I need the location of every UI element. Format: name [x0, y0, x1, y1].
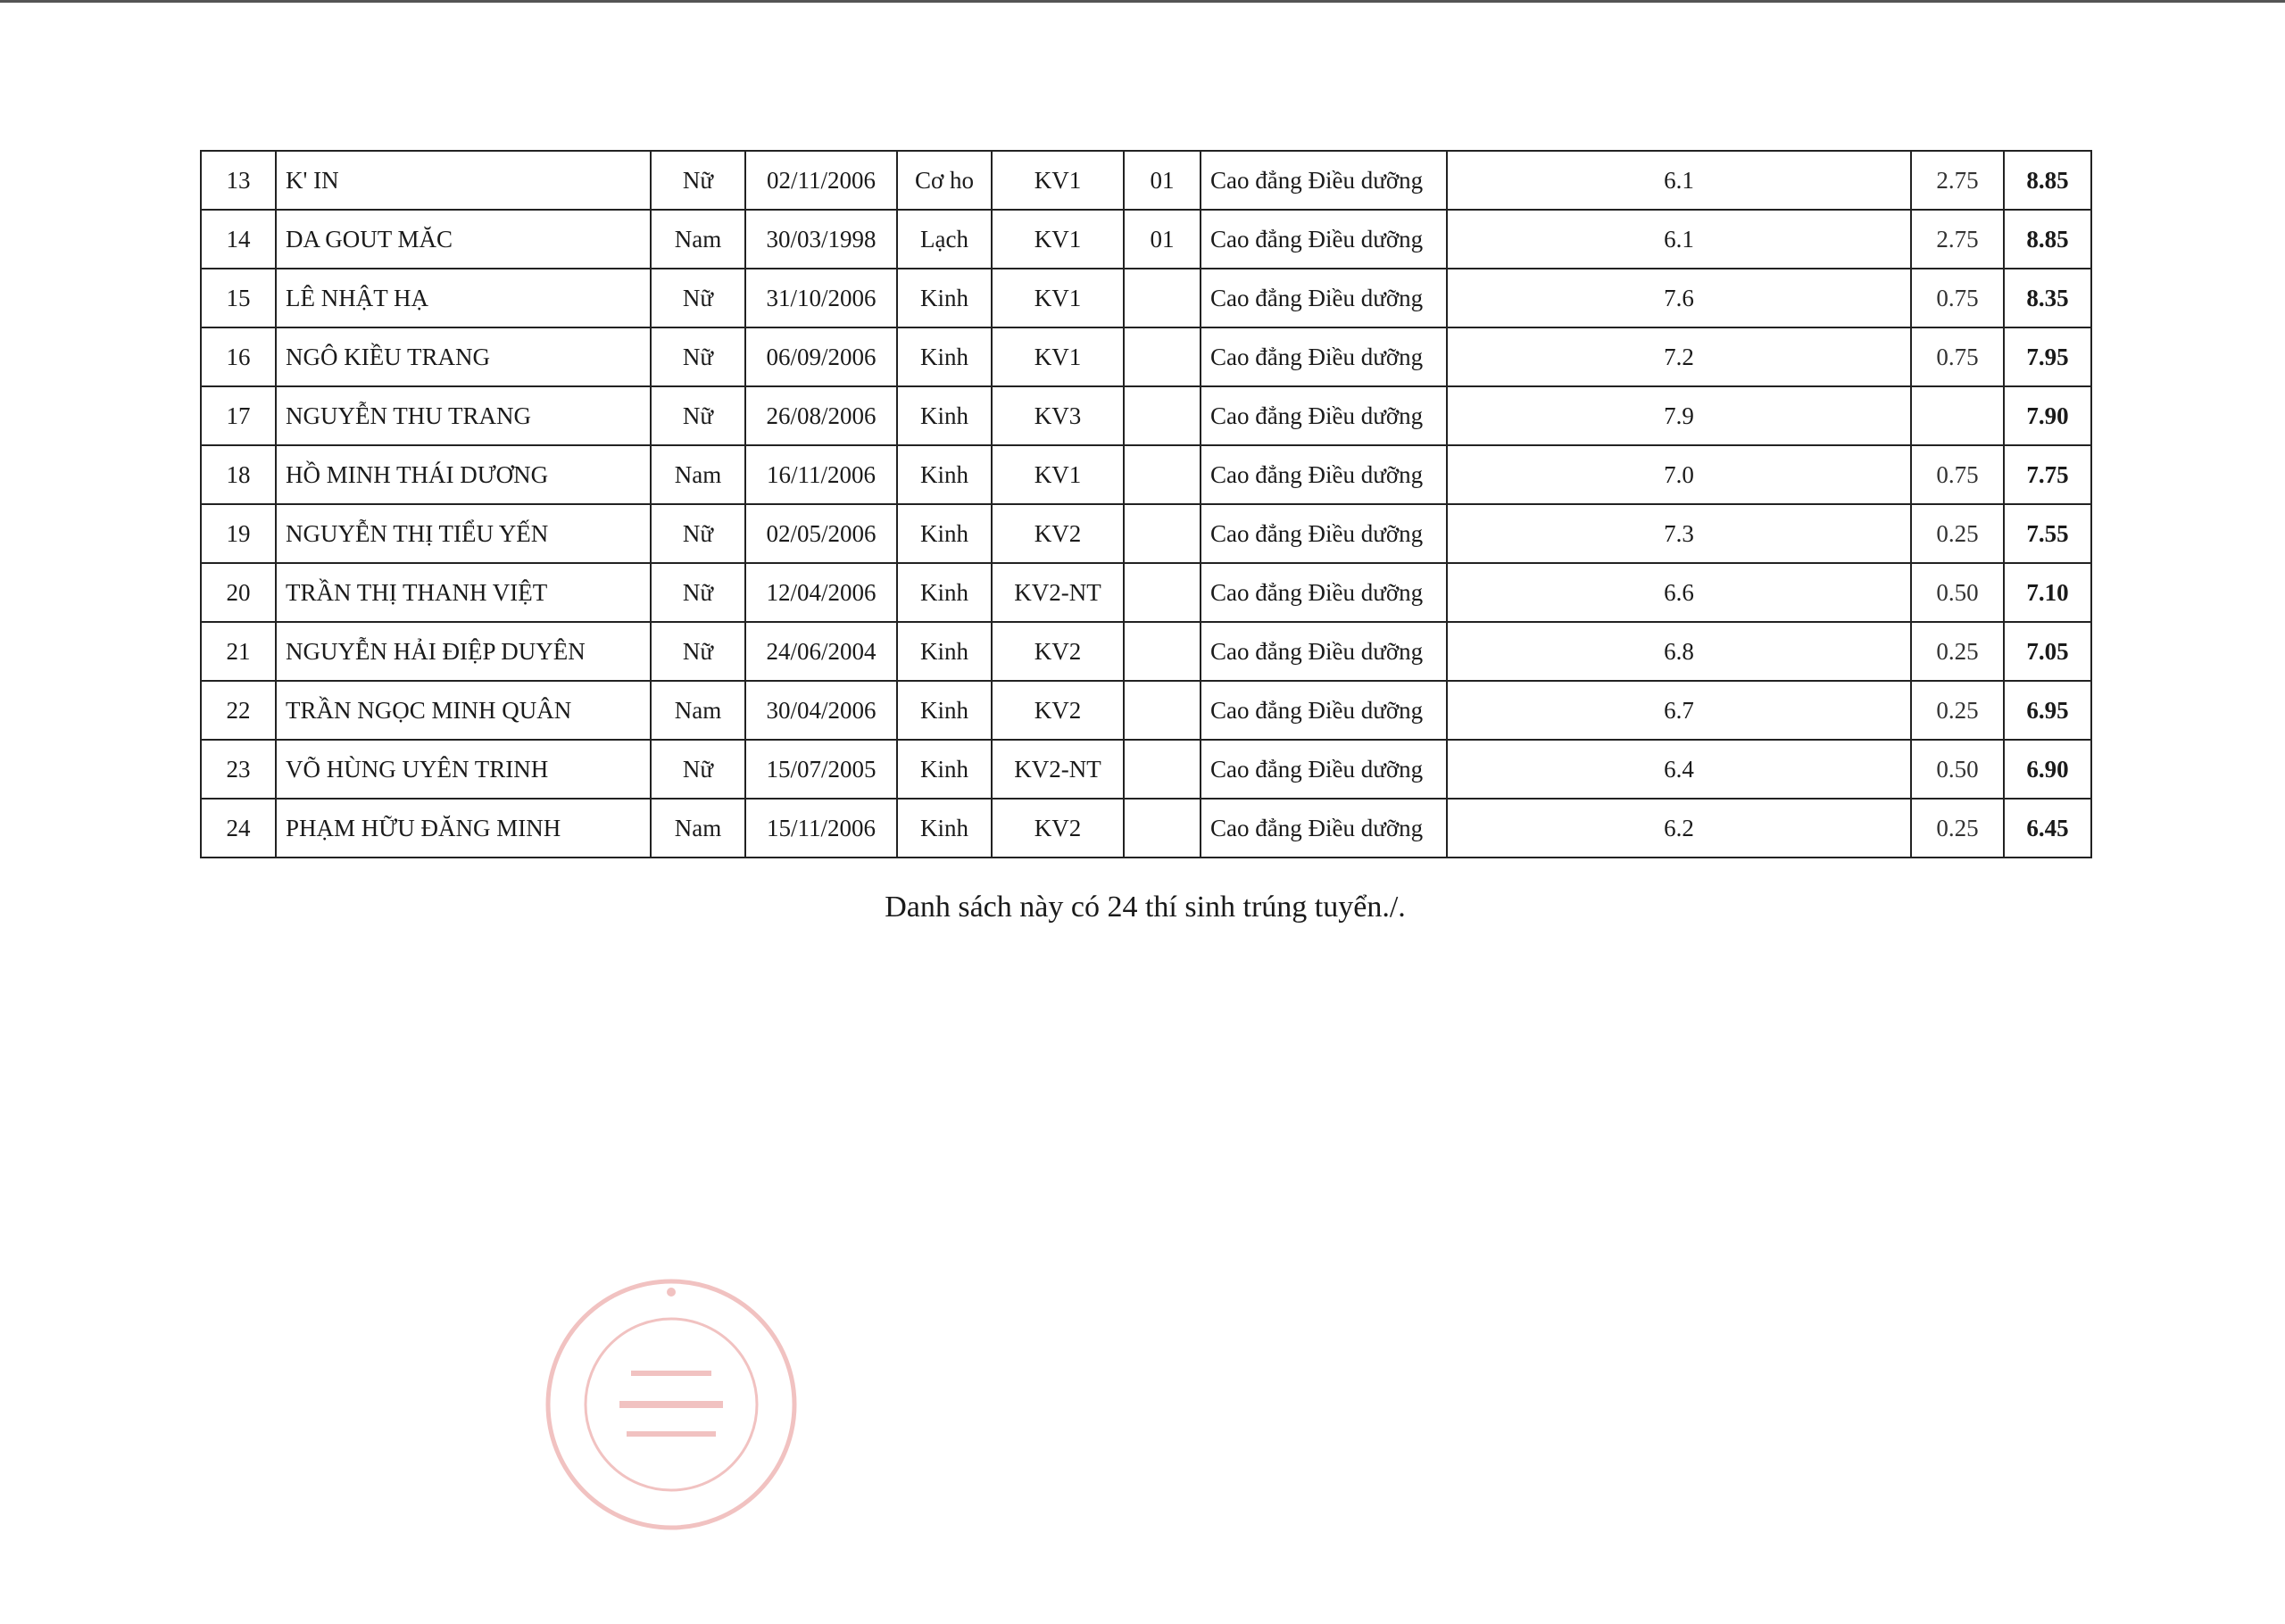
- cell-bonus: 2.75: [1911, 151, 2004, 210]
- cell-name: NGUYỄN THU TRANG: [276, 386, 651, 445]
- table-row: [201, 445, 2091, 504]
- cell-sex: Nữ: [651, 151, 745, 210]
- cell-dob: 12/04/2006: [745, 563, 897, 622]
- cell-major: Cao đẳng Điều dưỡng: [1201, 563, 1447, 622]
- cell-ethnicity: Kinh: [897, 269, 992, 327]
- cell-ethnicity: Kinh: [897, 327, 992, 386]
- cell-priority: [1124, 327, 1201, 386]
- cell-dob: 02/05/2006: [745, 504, 897, 563]
- cell-total: 6.45: [2004, 799, 2091, 858]
- cell-priority: [1124, 504, 1201, 563]
- cell-ethnicity: Kinh: [897, 563, 992, 622]
- official-seal-icon: [537, 1271, 805, 1538]
- cell-score: 7.9: [1447, 386, 1911, 445]
- cell-ethnicity: Cơ ho: [897, 151, 992, 210]
- cell-dob: 02/11/2006: [745, 151, 897, 210]
- cell-ethnicity: Lạch: [897, 210, 992, 269]
- table-row: [201, 504, 2091, 563]
- cell-score: 6.4: [1447, 740, 1911, 799]
- cell-major: Cao đẳng Điều dưỡng: [1201, 210, 1447, 269]
- cell-stt: 17: [201, 386, 276, 445]
- cell-score: 6.1: [1447, 210, 1911, 269]
- cell-dob: 16/11/2006: [745, 445, 897, 504]
- cell-stt: 16: [201, 327, 276, 386]
- cell-score: 7.6: [1447, 269, 1911, 327]
- cell-sex: Nam: [651, 445, 745, 504]
- cell-name: DA GOUT MĂC: [276, 210, 651, 269]
- table-row: [201, 563, 2091, 622]
- cell-bonus: 0.25: [1911, 799, 2004, 858]
- table-row: [201, 740, 2091, 799]
- cell-major: Cao đẳng Điều dưỡng: [1201, 327, 1447, 386]
- table-row: [201, 622, 2091, 681]
- cell-stt: 14: [201, 210, 276, 269]
- cell-stt: 15: [201, 269, 276, 327]
- cell-stt: 24: [201, 799, 276, 858]
- cell-major: Cao đẳng Điều dưỡng: [1201, 799, 1447, 858]
- table-body: [201, 151, 2091, 858]
- cell-score: 7.2: [1447, 327, 1911, 386]
- cell-major: Cao đẳng Điều dưỡng: [1201, 151, 1447, 210]
- table-row: [201, 210, 2091, 269]
- cell-name: NGUYỄN HẢI ĐIỆP DUYÊN: [276, 622, 651, 681]
- cell-sex: Nữ: [651, 269, 745, 327]
- cell-dob: 31/10/2006: [745, 269, 897, 327]
- cell-area: KV1: [992, 269, 1124, 327]
- cell-area: KV1: [992, 151, 1124, 210]
- cell-total: 6.95: [2004, 681, 2091, 740]
- cell-score: 6.2: [1447, 799, 1911, 858]
- cell-stt: 13: [201, 151, 276, 210]
- cell-dob: 15/11/2006: [745, 799, 897, 858]
- cell-ethnicity: Kinh: [897, 622, 992, 681]
- cell-ethnicity: Kinh: [897, 445, 992, 504]
- cell-stt: 20: [201, 563, 276, 622]
- cell-major: Cao đẳng Điều dưỡng: [1201, 740, 1447, 799]
- cell-total: 7.90: [2004, 386, 2091, 445]
- cell-stt: 18: [201, 445, 276, 504]
- cell-score: 7.0: [1447, 445, 1911, 504]
- cell-major: Cao đẳng Điều dưỡng: [1201, 622, 1447, 681]
- cell-score: 7.3: [1447, 504, 1911, 563]
- cell-area: KV2: [992, 681, 1124, 740]
- cell-dob: 24/06/2004: [745, 622, 897, 681]
- cell-stt: 22: [201, 681, 276, 740]
- cell-score: 6.8: [1447, 622, 1911, 681]
- cell-sex: Nữ: [651, 622, 745, 681]
- cell-area: KV2-NT: [992, 563, 1124, 622]
- table-row: [201, 799, 2091, 858]
- cell-name: VÕ HÙNG UYÊN TRINH: [276, 740, 651, 799]
- cell-sex: Nữ: [651, 740, 745, 799]
- cell-sex: Nam: [651, 210, 745, 269]
- cell-major: Cao đẳng Điều dưỡng: [1201, 269, 1447, 327]
- cell-bonus: [1911, 386, 2004, 445]
- cell-ethnicity: Kinh: [897, 799, 992, 858]
- cell-ethnicity: Kinh: [897, 740, 992, 799]
- summary-note: Danh sách này có 24 thí sinh trúng tuyển./.: [885, 891, 1406, 924]
- cell-priority: [1124, 445, 1201, 504]
- cell-area: KV2: [992, 504, 1124, 563]
- cell-total: 8.85: [2004, 210, 2091, 269]
- cell-total: 8.85: [2004, 151, 2091, 210]
- cell-score: 6.7: [1447, 681, 1911, 740]
- cell-sex: Nữ: [651, 563, 745, 622]
- cell-stt: 19: [201, 504, 276, 563]
- page-top-rule: [0, 0, 2285, 3]
- cell-sex: Nữ: [651, 327, 745, 386]
- cell-area: KV1: [992, 445, 1124, 504]
- cell-priority: [1124, 740, 1201, 799]
- cell-sex: Nữ: [651, 386, 745, 445]
- cell-area: KV3: [992, 386, 1124, 445]
- cell-total: 8.35: [2004, 269, 2091, 327]
- cell-stt: 23: [201, 740, 276, 799]
- cell-major: Cao đẳng Điều dưỡng: [1201, 504, 1447, 563]
- cell-score: 6.1: [1447, 151, 1911, 210]
- cell-priority: [1124, 799, 1201, 858]
- cell-sex: Nam: [651, 799, 745, 858]
- cell-dob: 30/03/1998: [745, 210, 897, 269]
- cell-dob: 30/04/2006: [745, 681, 897, 740]
- cell-sex: Nam: [651, 681, 745, 740]
- cell-name: PHẠM HỮU ĐĂNG MINH: [276, 799, 651, 858]
- cell-priority: [1124, 681, 1201, 740]
- cell-total: 6.90: [2004, 740, 2091, 799]
- cell-major: Cao đẳng Điều dưỡng: [1201, 681, 1447, 740]
- cell-ethnicity: Kinh: [897, 386, 992, 445]
- table-row: [201, 269, 2091, 327]
- cell-bonus: 0.75: [1911, 327, 2004, 386]
- cell-major: Cao đẳng Điều dưỡng: [1201, 445, 1447, 504]
- cell-stt: 21: [201, 622, 276, 681]
- cell-name: K' IN: [276, 151, 651, 210]
- cell-priority: [1124, 622, 1201, 681]
- cell-name: HỒ MINH THÁI DƯƠNG: [276, 445, 651, 504]
- cell-total: 7.55: [2004, 504, 2091, 563]
- cell-total: 7.75: [2004, 445, 2091, 504]
- table-row: [201, 386, 2091, 445]
- cell-ethnicity: Kinh: [897, 504, 992, 563]
- cell-name: TRẦN NGỌC MINH QUÂN: [276, 681, 651, 740]
- cell-area: KV2: [992, 622, 1124, 681]
- cell-priority: [1124, 386, 1201, 445]
- cell-sex: Nữ: [651, 504, 745, 563]
- cell-priority: 01: [1124, 210, 1201, 269]
- cell-total: 7.95: [2004, 327, 2091, 386]
- admission-results-table: [200, 150, 2092, 858]
- cell-area: KV1: [992, 210, 1124, 269]
- table-row: [201, 151, 2091, 210]
- table-row: [201, 327, 2091, 386]
- cell-dob: 06/09/2006: [745, 327, 897, 386]
- cell-priority: 01: [1124, 151, 1201, 210]
- cell-name: NGUYỄN THỊ TIỂU YẾN: [276, 504, 651, 563]
- cell-dob: 15/07/2005: [745, 740, 897, 799]
- cell-bonus: 0.75: [1911, 269, 2004, 327]
- cell-bonus: 2.75: [1911, 210, 2004, 269]
- cell-area: KV2-NT: [992, 740, 1124, 799]
- cell-name: LÊ NHẬT HẠ: [276, 269, 651, 327]
- cell-bonus: 0.25: [1911, 681, 2004, 740]
- cell-bonus: 0.50: [1911, 740, 2004, 799]
- cell-bonus: 0.25: [1911, 504, 2004, 563]
- cell-ethnicity: Kinh: [897, 681, 992, 740]
- cell-priority: [1124, 269, 1201, 327]
- cell-bonus: 0.50: [1911, 563, 2004, 622]
- cell-score: 6.6: [1447, 563, 1911, 622]
- cell-name: TRẦN THỊ THANH VIỆT: [276, 563, 651, 622]
- cell-area: KV1: [992, 327, 1124, 386]
- cell-area: KV2: [992, 799, 1124, 858]
- cell-name: NGÔ KIỀU TRANG: [276, 327, 651, 386]
- cell-total: 7.10: [2004, 563, 2091, 622]
- cell-total: 7.05: [2004, 622, 2091, 681]
- cell-dob: 26/08/2006: [745, 386, 897, 445]
- cell-major: Cao đẳng Điều dưỡng: [1201, 386, 1447, 445]
- cell-bonus: 0.25: [1911, 622, 2004, 681]
- table-row: [201, 681, 2091, 740]
- cell-priority: [1124, 563, 1201, 622]
- cell-bonus: 0.75: [1911, 445, 2004, 504]
